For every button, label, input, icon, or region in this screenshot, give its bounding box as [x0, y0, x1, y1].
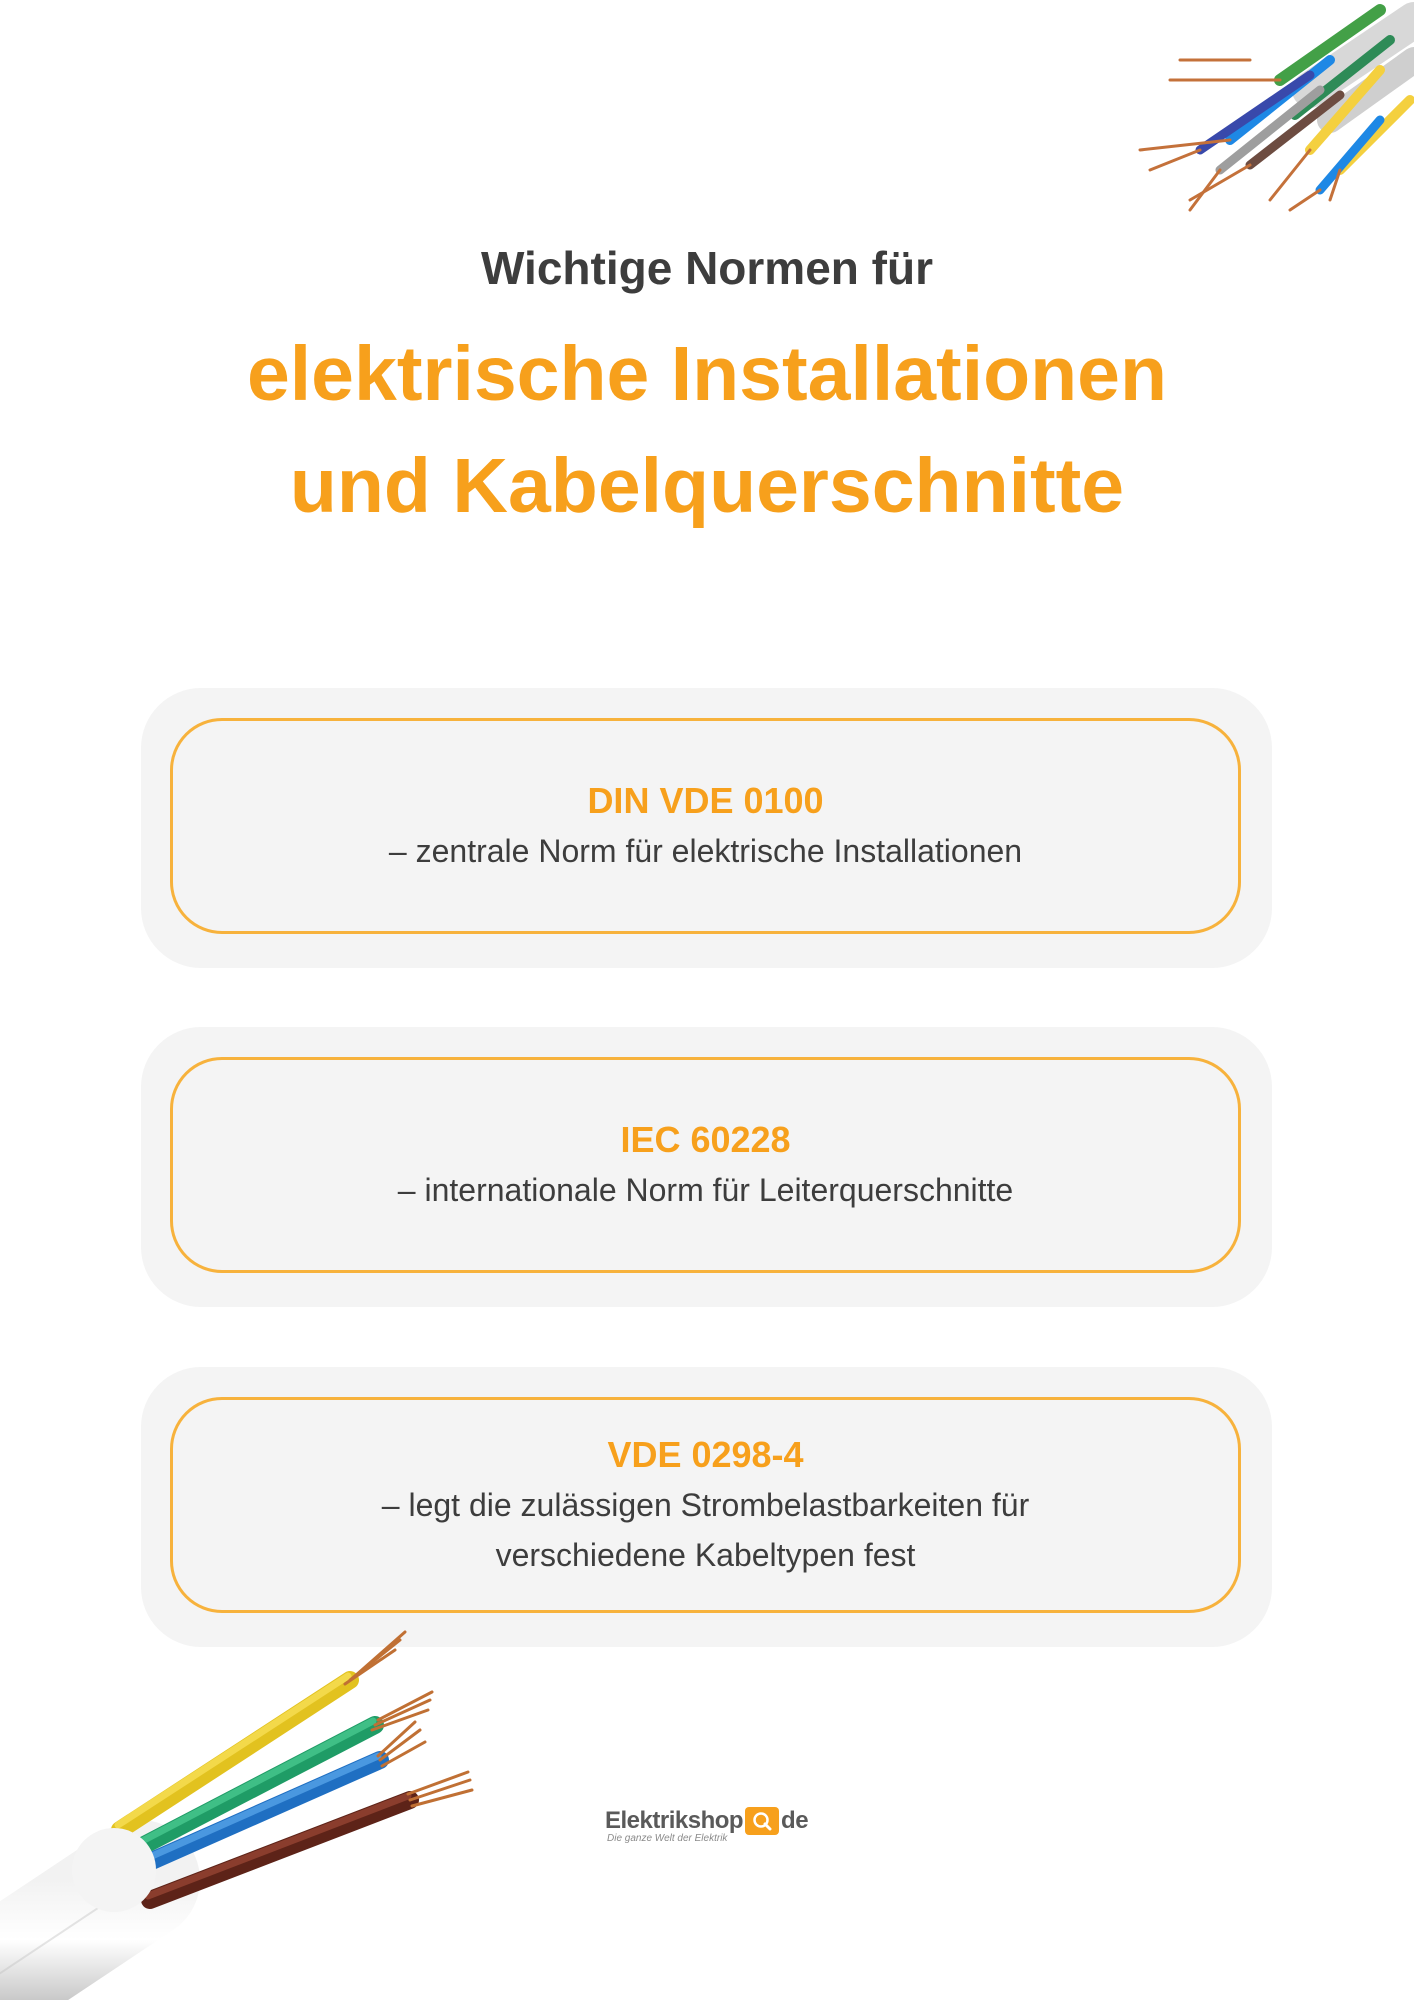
norm-description: – legt die zulässigen Strombelastbarkeiten für — [381, 1487, 1030, 1523]
page-title — [0, 318, 1414, 542]
norm-card — [141, 1027, 1272, 1307]
norm-description: – internationale Norm für Leiterquerschnitte — [397, 1172, 1014, 1208]
norm-card-inner — [170, 1057, 1241, 1273]
logo-tagline: Die ganze Welt der Elektrik — [607, 1833, 728, 1844]
norm-description: – zentrale Norm für elektrische Installationen — [388, 833, 1023, 869]
norm-title: DIN VDE 0100 — [587, 780, 824, 821]
elektrikshop-logo[interactable] — [605, 1806, 811, 1846]
norm-title: IEC 60228 — [620, 1119, 791, 1160]
norm-title: VDE 0298-4 — [607, 1434, 804, 1475]
norm-card-inner — [170, 718, 1241, 934]
title-line-1: elektrische Installationen — [246, 331, 1168, 417]
page-subtitle: Wichtige Normen für — [481, 242, 933, 294]
title-line-2: und Kabelquerschnitte — [289, 443, 1125, 529]
cable-wires-icon — [0, 1580, 500, 2000]
logo-tld: de — [781, 1807, 809, 1834]
plug-icon — [745, 1807, 779, 1835]
norm-card — [141, 688, 1272, 968]
logo-brand: Elektrikshop — [605, 1807, 744, 1834]
cable-bundle-icon — [1080, 0, 1414, 240]
norm-description: verschiedene Kabeltypen fest — [495, 1537, 916, 1573]
